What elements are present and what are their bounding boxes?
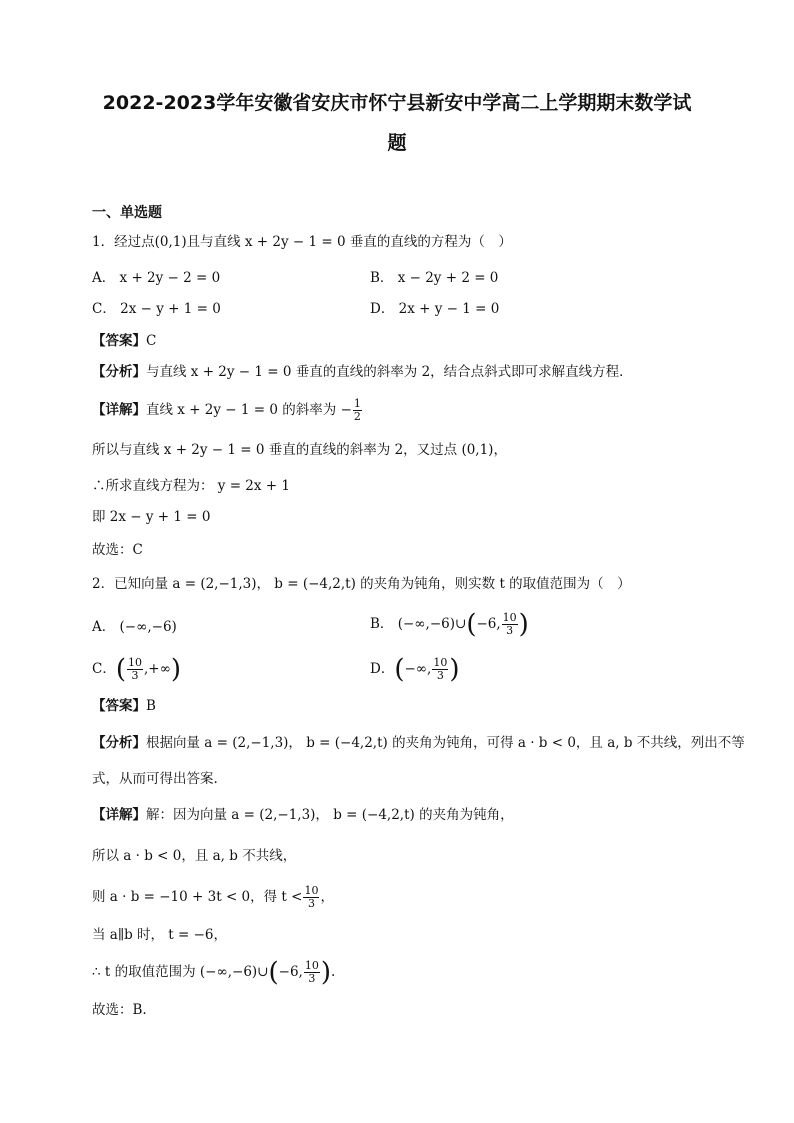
fraction bbox=[432, 657, 448, 682]
fraction bbox=[304, 960, 320, 985]
section-heading: 一、单选题 bbox=[92, 205, 162, 221]
fraction bbox=[353, 398, 362, 423]
answer-tag: 【答案】 bbox=[92, 333, 146, 349]
analysis-text: 与直线 x + 2y − 1 = 0 垂直的直线的斜率为 2，结合点斜式即可求解直线方程． bbox=[146, 364, 633, 380]
line3-prefix: 则 a · b = −10 + 3t < 0，得 t < bbox=[92, 889, 303, 905]
q2-detail-line3 bbox=[92, 885, 334, 910]
page-title-line1: 2022-2023学年安徽省安庆市怀宁县新安中学高二上学期期末数学试 bbox=[102, 92, 692, 114]
fraction-numerator: 10 bbox=[433, 656, 448, 669]
q1-option-c: C． 2x − y + 1 = 0 bbox=[92, 301, 221, 317]
fraction-denominator: 2 bbox=[353, 410, 361, 423]
q2-detail bbox=[92, 805, 514, 825]
detail-tag: 【详解】 bbox=[92, 807, 146, 823]
fraction-numerator: 10 bbox=[304, 884, 319, 897]
answer-value: C bbox=[146, 333, 157, 349]
line3-suffix: ， bbox=[320, 889, 334, 905]
fraction-numerator: 10 bbox=[128, 656, 142, 669]
q2-answer bbox=[92, 696, 156, 716]
fraction-denominator: 3 bbox=[436, 669, 444, 682]
fraction-denominator: 3 bbox=[307, 897, 315, 910]
q2-analysis bbox=[92, 733, 745, 753]
option-d-mid: −∞, bbox=[404, 661, 432, 677]
q2-analysis-line2: 式，从而可得出答案. bbox=[92, 771, 218, 787]
fraction bbox=[303, 885, 319, 910]
fraction-denominator: 3 bbox=[131, 669, 139, 682]
page-title-line2: 题 bbox=[387, 132, 407, 154]
fraction-numerator: 1 bbox=[353, 397, 361, 410]
q1-detail bbox=[92, 398, 363, 423]
analysis-text: 根据向量 a = (2,−1,3)， b = (−4,2,t) 的夹角为钝角，可得 a · b < 0，且 a, b 不共线，列出不等 bbox=[146, 735, 745, 751]
q2-option-d: D．(−∞, $\frac{10}{3}$ ) bbox=[370, 654, 460, 685]
q2-option-c: C．( $\frac{10}{3}$ ,+∞) bbox=[92, 654, 182, 685]
fraction-denominator: 3 bbox=[308, 972, 316, 985]
option-d-prefix: D． bbox=[370, 661, 395, 677]
detail-text: 解：因为向量 a = (2,−1,3)， b = (−4,2,t) 的夹角为钝角， bbox=[146, 807, 514, 823]
line5-suffix: . bbox=[331, 964, 336, 980]
q2-detail-line4: 当 a∥b 时， t = −6， bbox=[92, 927, 228, 943]
option-b-prefix: B． (−∞,−6)∪ bbox=[370, 616, 467, 632]
q1-analysis bbox=[92, 362, 633, 382]
option-b-mid: −6, bbox=[476, 616, 501, 632]
answer-tag: 【答案】 bbox=[92, 698, 146, 714]
fraction bbox=[502, 612, 518, 637]
q1-detail-line2: 所以与直线 x + 2y − 1 = 0 垂直的直线的斜率为 2，又过点 (0,1)， bbox=[92, 442, 507, 458]
option-c-post: ,+∞ bbox=[144, 661, 171, 677]
q2-stem: 2．已知向量 a = (2,−1,3)， b = (−4,2,t) 的夹角为钝角，则实数 t 的取值范围为（ ） bbox=[92, 576, 631, 592]
answer-value: B bbox=[146, 698, 156, 714]
q2-detail-line2: 所以 a · b < 0，且 a, b 不共线， bbox=[92, 848, 297, 864]
q1-option-b: B． x − 2y + 2 = 0 bbox=[370, 270, 499, 286]
q2-detail-line5: ∴ t 的取值范围为 (−∞,−6)∪(−6, $\frac{10}{3}$ ). bbox=[92, 957, 336, 988]
q2-option-a: A． (−∞,−6) bbox=[92, 619, 177, 635]
option-c-prefix: C． bbox=[92, 661, 116, 677]
fraction bbox=[127, 657, 143, 682]
detail-text: 直线 x + 2y − 1 = 0 的斜率为 − bbox=[146, 402, 352, 418]
fraction-numerator: 10 bbox=[502, 611, 517, 624]
detail-tag: 【详解】 bbox=[92, 402, 146, 418]
q2-conclusion: 故选：B. bbox=[92, 1002, 147, 1018]
q2-option-b: B． (−∞,−6)∪(−6, $\frac{10}{3}$ ) bbox=[370, 609, 529, 640]
analysis-tag: 【分析】 bbox=[92, 735, 146, 751]
q1-option-d: D． 2x + y − 1 = 0 bbox=[370, 301, 500, 317]
fraction-numerator: 10 bbox=[304, 959, 319, 972]
line5-prefix: ∴ t 的取值范围为 (−∞,−6)∪ bbox=[92, 964, 269, 980]
q1-stem: 1．经过点(0,1)且与直线 x + 2y − 1 = 0 垂直的直线的方程为（ ） bbox=[92, 234, 512, 250]
q1-answer bbox=[92, 331, 156, 351]
analysis-tag: 【分析】 bbox=[92, 364, 146, 380]
q1-detail-line4: 即 2x − y + 1 = 0 bbox=[92, 509, 211, 525]
q1-option-a: A． x + 2y − 2 = 0 bbox=[92, 270, 221, 286]
fraction-denominator: 3 bbox=[506, 624, 514, 637]
line5-mid: −6, bbox=[278, 964, 303, 980]
q1-conclusion: 故选：C bbox=[92, 542, 143, 558]
q1-detail-line3: ∴所求直线方程为： y = 2x + 1 bbox=[92, 478, 290, 494]
